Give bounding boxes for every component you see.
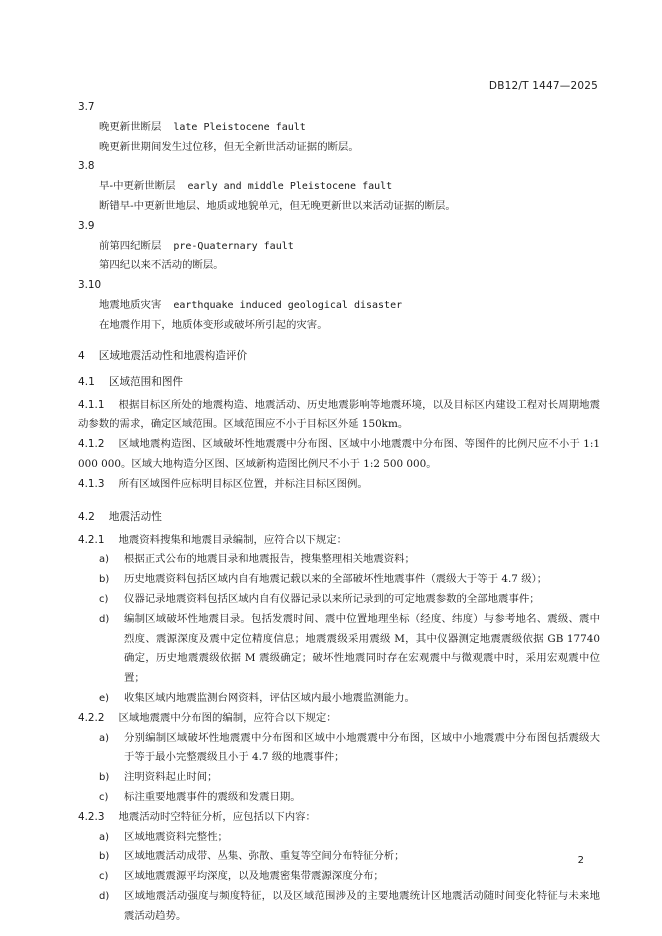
- list-item: [78, 887, 600, 927]
- list-marker: e): [99, 692, 110, 704]
- term-zh: 地震地质灾害: [99, 298, 162, 311]
- list-item: [78, 847, 600, 867]
- list-marker: d): [99, 890, 110, 902]
- term-en: early and middle Pleistocene fault: [187, 181, 393, 193]
- term-number: 3.8: [78, 160, 95, 173]
- clause-number: 4.1.3: [78, 477, 105, 490]
- list-marker: d): [99, 613, 110, 625]
- list-marker: c): [99, 871, 109, 883]
- list-text: 区域地震资料完整性；: [124, 830, 228, 843]
- clause: [78, 435, 600, 475]
- list-item: [78, 610, 600, 689]
- term-definition: 断错早-中更新世地层、地质或地貌单元，但无晚更新世以来活动证据的断层。: [99, 199, 456, 212]
- list-item: [78, 867, 600, 887]
- clause: [78, 475, 600, 495]
- list-text: 根据正式公布的地震目录和地震报告，搜集整理相关地震资料；: [124, 553, 415, 566]
- list-text: 注明资料起止时间；: [124, 771, 218, 784]
- clause-number: 4.2.3: [78, 810, 105, 823]
- clause-number: 4.1.2: [78, 438, 105, 451]
- term-definition: 在地震作用下，地质体变形或破坏所引起的灾害。: [99, 318, 328, 331]
- clause: [78, 808, 600, 828]
- term-zh: 前第四纪断层: [99, 239, 162, 252]
- list-marker: a): [99, 554, 110, 566]
- clause-number: 4.2.1: [78, 533, 105, 546]
- list-item: [78, 729, 600, 769]
- subsection-heading: [78, 507, 600, 527]
- list-text: 分别编制区域破坏性地震震中分布图和区域中小地震震中分布图，区域中小地震震中分布图包括震级大于等于最小完整震级且小于 4.7 级的地震事件；: [124, 731, 600, 764]
- document-code: DB12/T 1447—2025: [488, 80, 598, 92]
- list-marker: b): [99, 851, 110, 863]
- clause-text: 地震资料搜集和地震目录编制，应符合以下规定：: [118, 533, 348, 546]
- term-number: 3.7: [78, 101, 95, 113]
- term-definition: 晚更新世期间发生过位移，但无全新世活动证据的断层。: [99, 140, 359, 153]
- list-marker: a): [99, 732, 110, 744]
- subsection-title: 地震活动性: [108, 510, 162, 523]
- term-title: [78, 237, 600, 257]
- clause: [78, 396, 600, 436]
- list-item: [78, 570, 600, 590]
- list-text: 收集区域内地震监测台网资料，评估区域内最小地震监测能力。: [124, 691, 415, 704]
- term-title: [78, 118, 600, 138]
- clause-text: 区域地震构造图、区域破坏性地震震中分布图、区域中小地震震中分布图、等图件的比例尺应不小于 1:1 000 000。区域大地构造分区图、区域新构造图比例尺不小于 1:2 500 000。: [78, 438, 600, 470]
- list-marker: b): [99, 772, 110, 784]
- clause-text: 根据目标区所处的地震构造、地震活动、历史地震影响等地震环境，以及目标区内建设工程对长周期地震动参数的需求，确定区域范围。区域范围应不小于目标区外延 150km。: [78, 398, 600, 431]
- term-en: pre-Quaternary fault: [173, 240, 294, 252]
- clause-text: 所有区域图件应标明目标区位置，并标注目标区图例。: [118, 477, 368, 490]
- clause: [78, 709, 600, 729]
- term-title: [78, 296, 600, 316]
- term-zh: 晚更新世断层: [99, 120, 162, 133]
- term-en: earthquake induced geological disaster: [173, 299, 403, 311]
- list-text: 标注重要地震事件的震级和发震日期。: [124, 790, 301, 803]
- clause-number: 4.1.1: [78, 398, 105, 411]
- section-title: 区域地震活动性和地震构造评价: [98, 349, 248, 362]
- term-title: [78, 177, 600, 197]
- list-item: [78, 768, 600, 788]
- list-text: 区域地震活动强度与频度特征，以及区域范围涉及的主要地震统计区地震活动随时间变化特征与未来地震活动趋势。: [124, 889, 600, 922]
- term-zh: 早-中更新世断层: [99, 180, 176, 193]
- term-definition: 第四纪以来不活动的断层。: [99, 259, 224, 272]
- list-text: 仪器记录地震资料包括区域内自有仪器记录以来所记录到的可定地震参数的全部地震事件；: [124, 592, 540, 605]
- list-marker: a): [99, 831, 110, 843]
- list-item: [78, 828, 600, 848]
- subsection-heading: [78, 372, 600, 392]
- list-text: 区域地震活动成带、丛集、弥散、重复等空间分布特征分析；: [124, 850, 405, 863]
- list-item: [78, 550, 600, 570]
- list-item: [78, 590, 600, 610]
- subsection-number: 4.1: [78, 375, 95, 388]
- document-body: [78, 98, 600, 926]
- list-text: 编制区域破坏性地震目录。包括发震时间、震中位置地理坐标（经度、纬度）与参考地名、震级、震中烈度、震源深度及震中定位精度信息；地震震级采用震级 M，其中仪器测定地震震级依据 GB 17740 确定，历史地震震级依据 M 震级确定；破坏性地震同时存在宏观震中与微观震中时，采用宏观震中位置；: [124, 612, 600, 685]
- term-number: 3.10: [78, 279, 102, 292]
- clause: [78, 531, 600, 551]
- list-text: 历史地震资料包括区域内自有地震记载以来的全部破坏性地震事件（震级大于等于 4.7 级）；: [124, 573, 548, 586]
- list-text: 区域地震震源平均深度，以及地震密集带震源深度分布；: [124, 870, 384, 883]
- subsection-title: 区域范围和图件: [108, 375, 184, 388]
- term-en: late Pleistocene fault: [173, 121, 306, 133]
- list-item: [78, 689, 600, 709]
- clause-text: 区域地震震中分布图的编制，应符合以下规定：: [118, 711, 337, 724]
- section-heading: [78, 346, 600, 366]
- clause-text: 地震活动时空特征分析，应包括以下内容：: [118, 810, 316, 823]
- term-number: 3.9: [78, 219, 95, 232]
- subsection-number: 4.2: [78, 510, 95, 523]
- list-marker: b): [99, 574, 110, 586]
- clause-number: 4.2.2: [78, 711, 105, 724]
- page-number: 2: [577, 855, 584, 866]
- list-item: [78, 788, 600, 808]
- list-marker: c): [99, 791, 109, 803]
- list-marker: c): [99, 593, 109, 605]
- section-number: 4: [78, 349, 85, 362]
